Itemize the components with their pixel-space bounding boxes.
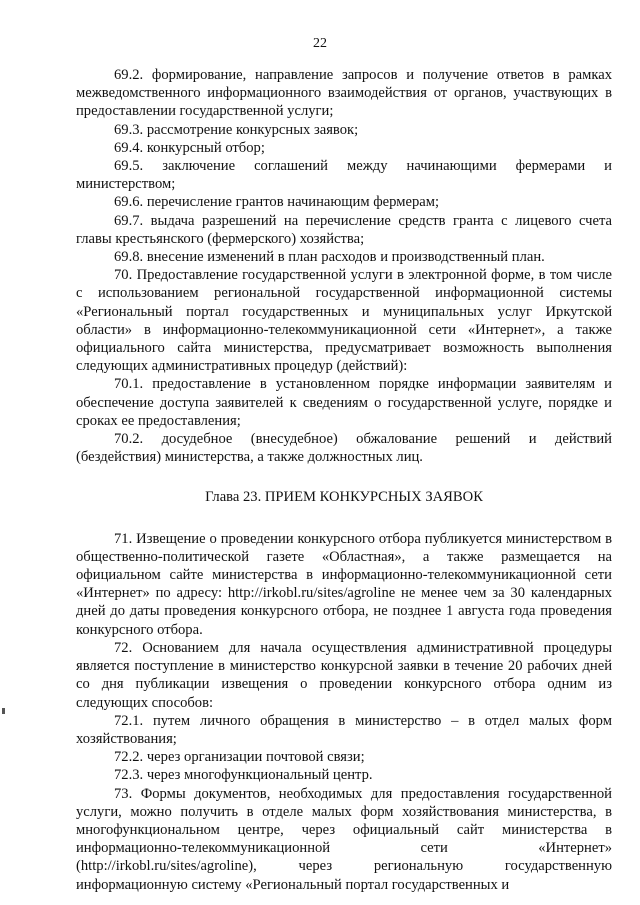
- document-body: [76, 66, 612, 894]
- paragraph-69-7: 69.7. выдача разрешений на перечисление средств гранта с лицевого счета главы крестьянского (фермерского) хозяйства;: [76, 212, 612, 247]
- paragraph-72-3: 72.3. через многофункциональный центр.: [114, 767, 373, 784]
- paragraph-69-4: 69.4. конкурсный отбор;: [114, 139, 265, 156]
- paragraph-70-2: 70.2. досудебное (внесудебное) обжалование решений и действий (бездействия) министерства, а также должностных лиц.: [76, 431, 612, 466]
- paragraph-72-2: 72.2. через организации почтовой связи;: [114, 749, 365, 766]
- paragraph-69-2: 69.2. формирование, направление запросов и получение ответов в рамках межведомственного информационного взаимодействия от органов, участвующих в предоставлении государственной услуги;: [76, 67, 612, 120]
- paragraph-69-5: 69.5. заключение соглашений между начинающими фермерами и министерством;: [76, 158, 612, 193]
- paragraph-69-3: 69.3. рассмотрение конкурсных заявок;: [114, 121, 359, 138]
- paragraph-73: 73. Формы документов, необходимых для предоставления государственной услуги, можно получить в отделе малых форм хозяйствования министерства, в многофункциональном центре, через официальный сайт министерства в информационно-телекоммуникационной сети «Интернет» (http://irkobl.ru/sites/agroline), через региональную государственную информационную систему «Региональный портал государственных и: [76, 785, 612, 893]
- chapter-heading: Глава 23. ПРИЕМ КОНКУРСНЫХ ЗАЯВОК: [205, 489, 483, 506]
- page-number: 22: [313, 36, 327, 51]
- scan-margin-mark: [2, 708, 5, 714]
- paragraph-71: 71. Извещение о проведении конкурсного отбора публикуется министерством в общественно-политической газете «Областная», а также размещается на официальном сайте министерства в информационно-телекоммуникационной сети «Интернет» по адресу: http://irkobl.ru/sites/agroline не менее чем за 30 календарных дней до даты проведения конкурсного отбора, не позднее 1 августа года проведения конкурсного отбора.: [76, 530, 612, 638]
- paragraph-69-8: 69.8. внесение изменений в план расходов и производственный план.: [114, 249, 545, 266]
- paragraph-70: 70. Предоставление государственной услуги в электронной форме, в том числе с использованием региональной государственной информационной системы «Региональный портал государственных и муниципальных услуг Иркутской области» в информационно-телекоммуникационной сети «Интернет», а также официального сайта министерства, предусматривает возможность выполнения следующих административных процедур (действий):: [76, 267, 612, 375]
- paragraph-69-6: 69.6. перечисление грантов начинающим фермерам;: [114, 194, 440, 211]
- paragraph-70-1: 70.1. предоставление в установленном порядке информации заявителям и обеспечение доступа заявителей к сведениям о государственной услуге, порядке и сроках ее предоставления;: [76, 376, 612, 429]
- paragraph-72-1: 72.1. путем личного обращения в министерство – в отдел малых форм хозяйствования;: [76, 712, 612, 747]
- paragraph-72: 72. Основанием для начала осуществления административной процедуры является поступление в министерство конкурсной заявки в течение 20 рабочих дней со дня публикации извещения о проведении конкурсного отбора одним из следующих способов:: [76, 639, 612, 711]
